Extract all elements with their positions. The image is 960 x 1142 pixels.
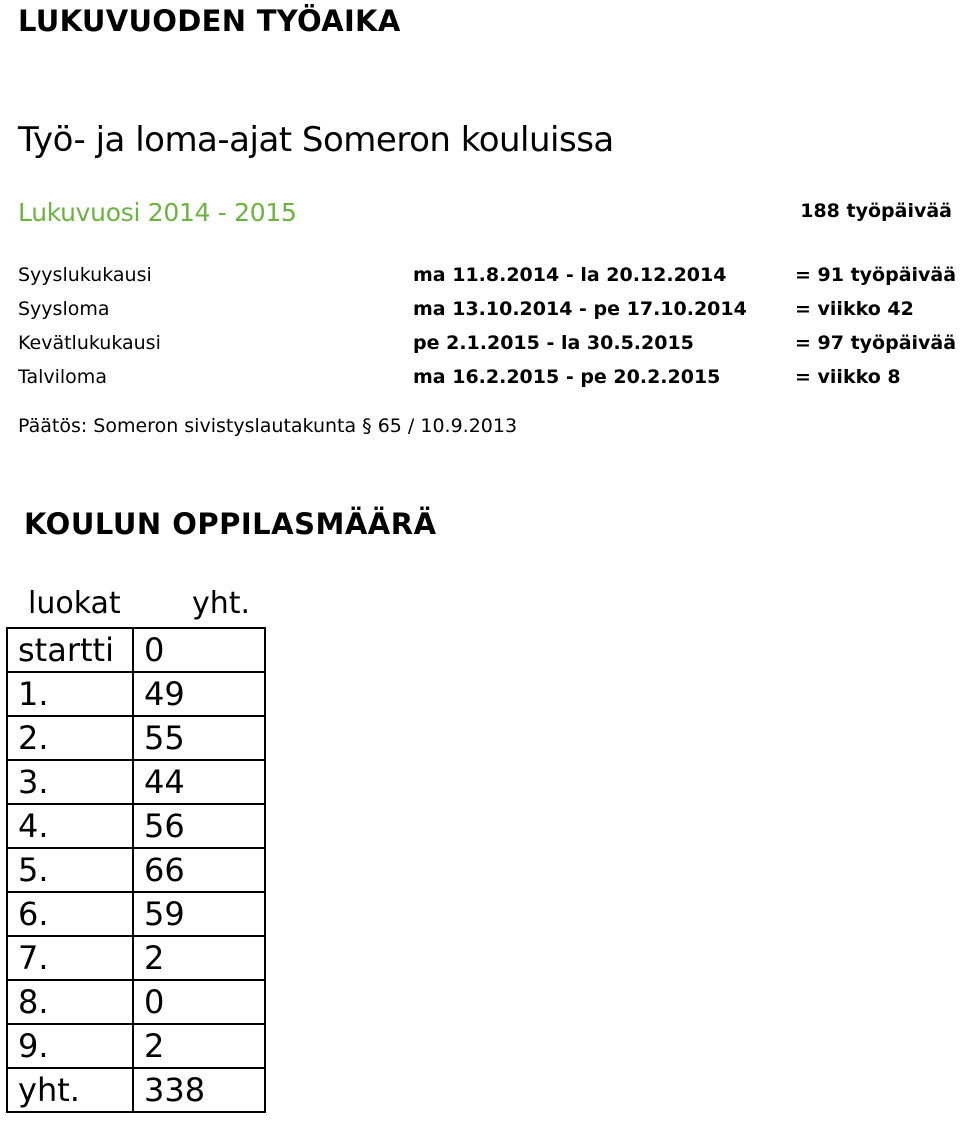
term-dates: ma 11.8.2014 - la 20.12.2014 [413, 264, 727, 286]
count-cell: 0 [133, 980, 265, 1024]
document-title: LUKUVUODEN TYÖAIKA [18, 4, 401, 38]
student-count-table [6, 627, 266, 1113]
table-row [7, 892, 265, 936]
decision-note: Päätös: Someron sivistyslautakunta § 65 / 10.9.2013 [18, 415, 518, 437]
term-result: = viikko 42 [795, 298, 914, 320]
term-dates: ma 13.10.2014 - pe 17.10.2014 [413, 298, 747, 320]
student-count-title: KOULUN OPPILASMÄÄRÄ [24, 507, 437, 541]
grade-cell: 2. [7, 716, 133, 760]
count-cell: 55 [133, 716, 265, 760]
grade-cell: yht. [7, 1068, 133, 1112]
term-result: = viikko 8 [795, 366, 901, 388]
table-row [7, 716, 265, 760]
term-row-spring-term [18, 332, 958, 362]
term-name: Kevätlukukausi [18, 332, 161, 354]
term-result: = 97 työpäivää [795, 332, 957, 354]
term-row-autumn-term [18, 264, 958, 294]
term-dates: pe 2.1.2015 - la 30.5.2015 [413, 332, 694, 354]
grade-cell: 3. [7, 760, 133, 804]
term-dates: ma 16.2.2015 - pe 20.2.2015 [413, 366, 721, 388]
term-name: Talviloma [18, 366, 107, 388]
count-cell: 0 [133, 628, 265, 672]
table-row-total [7, 1068, 265, 1112]
grade-cell: 1. [7, 672, 133, 716]
count-cell: 2 [133, 936, 265, 980]
term-row-autumn-break [18, 298, 958, 328]
school-year-heading: Lukuvuosi 2014 - 2015 [18, 198, 297, 227]
grade-cell: startti [7, 628, 133, 672]
count-cell: 59 [133, 892, 265, 936]
grade-cell: 8. [7, 980, 133, 1024]
count-cell: 66 [133, 848, 265, 892]
column-header-total: yht. [192, 586, 251, 621]
grade-cell: 7. [7, 936, 133, 980]
grade-cell: 4. [7, 804, 133, 848]
term-row-winter-break [18, 366, 958, 396]
grade-cell: 5. [7, 848, 133, 892]
page-subtitle: Työ- ja loma-ajat Someron kouluissa [18, 120, 614, 160]
count-cell: 56 [133, 804, 265, 848]
table-row [7, 628, 265, 672]
term-result: = 91 työpäivää [795, 264, 957, 286]
term-name: Syysloma [18, 298, 110, 320]
grade-cell: 6. [7, 892, 133, 936]
total-workdays: 188 työpäivää [800, 200, 952, 222]
grade-cell: 9. [7, 1024, 133, 1068]
column-header-grades: luokat [28, 586, 121, 621]
table-row [7, 804, 265, 848]
table-row [7, 760, 265, 804]
table-row [7, 980, 265, 1024]
table-row [7, 848, 265, 892]
table-row [7, 1024, 265, 1068]
count-cell: 2 [133, 1024, 265, 1068]
count-cell: 44 [133, 760, 265, 804]
table-row [7, 672, 265, 716]
table-row [7, 936, 265, 980]
count-cell: 49 [133, 672, 265, 716]
term-name: Syyslukukausi [18, 264, 152, 286]
count-cell: 338 [133, 1068, 265, 1112]
